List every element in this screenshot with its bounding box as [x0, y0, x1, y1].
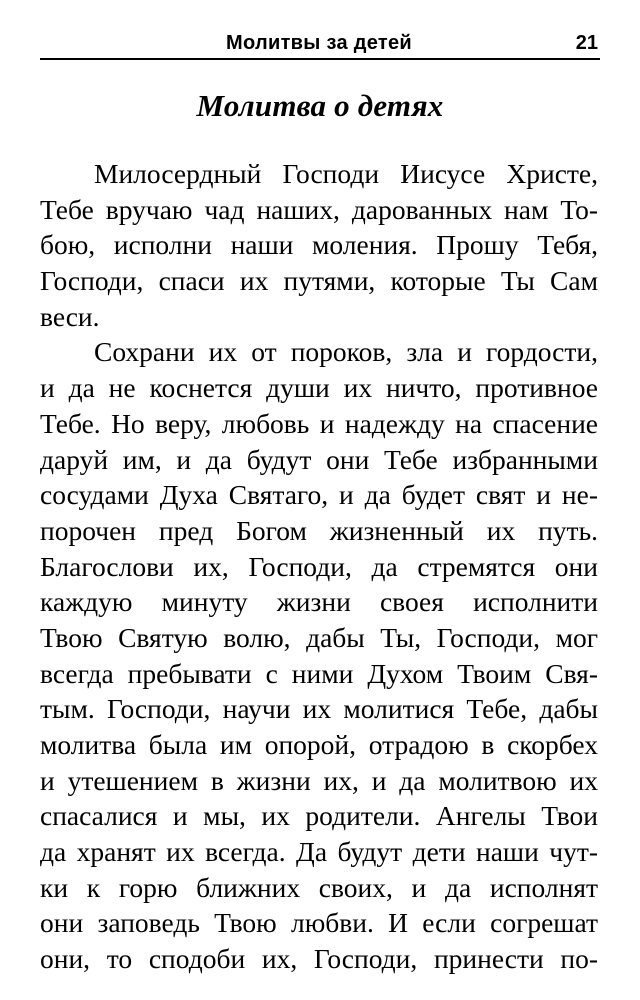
prayer-body: [40, 156, 598, 977]
text-line: спасалися и мы, их родители. Ангелы Твои: [40, 800, 598, 832]
text-line: Благослови их, Господи, да стремятся они: [40, 550, 598, 582]
text-line: и да не коснется души их ничто, противное: [40, 372, 598, 404]
text-line: сосудами Духа Святаго, и да будет свят и не-: [40, 479, 598, 511]
text-line: порочен пред Богом жизненный их путь.: [40, 514, 598, 546]
text-line: каждую минуту жизни своея исполнити: [40, 586, 598, 618]
text-line: даруй им, и да будут они Тебе избранными: [40, 443, 598, 475]
running-title: Молитвы за детей: [226, 32, 413, 54]
text-line: всегда пребывати с ними Духом Твоим Свя-: [40, 657, 598, 689]
text-line: да хранят их всегда. Да будут дети наши чут-: [40, 836, 598, 868]
text-line: Твою Святую волю, дабы Ты, Господи, мог: [40, 621, 598, 653]
page-number: 21: [575, 32, 598, 54]
text-line: молитва была им опорой, отрадою в скорбех: [40, 729, 598, 760]
text-line: они, то сподоби их, Господи, принести по-: [40, 943, 598, 975]
text-line: они заповедь Твою любви. И если согрешат: [40, 907, 598, 939]
text-line: Тебе. Но веру, любовь и надежду на спасение: [40, 407, 598, 439]
text-line: тым. Господи, научи их молитися Тебе, дабы: [40, 693, 598, 725]
text-line: ки к горю ближних своих, и да исполнят: [40, 871, 598, 903]
text-line: Господи, спаси их путями, которые Ты Сам: [40, 265, 598, 297]
text-line: и утешением в жизни их, и да молитвою их: [40, 764, 598, 796]
text-line: бою, исполни наши моления. Прошу Тебя,: [40, 229, 598, 261]
text-line: Милосердный Господи Иисусе Христе,: [94, 158, 598, 189]
text-line: Тебе вручаю чад наших, дарованных нам То-: [40, 193, 598, 225]
text-line: веси.: [40, 300, 100, 332]
running-header: [40, 28, 600, 60]
text-line: Сохрани их от пороков, зла и гордости,: [94, 336, 598, 368]
prayer-title: Молитва о детях: [196, 88, 444, 123]
